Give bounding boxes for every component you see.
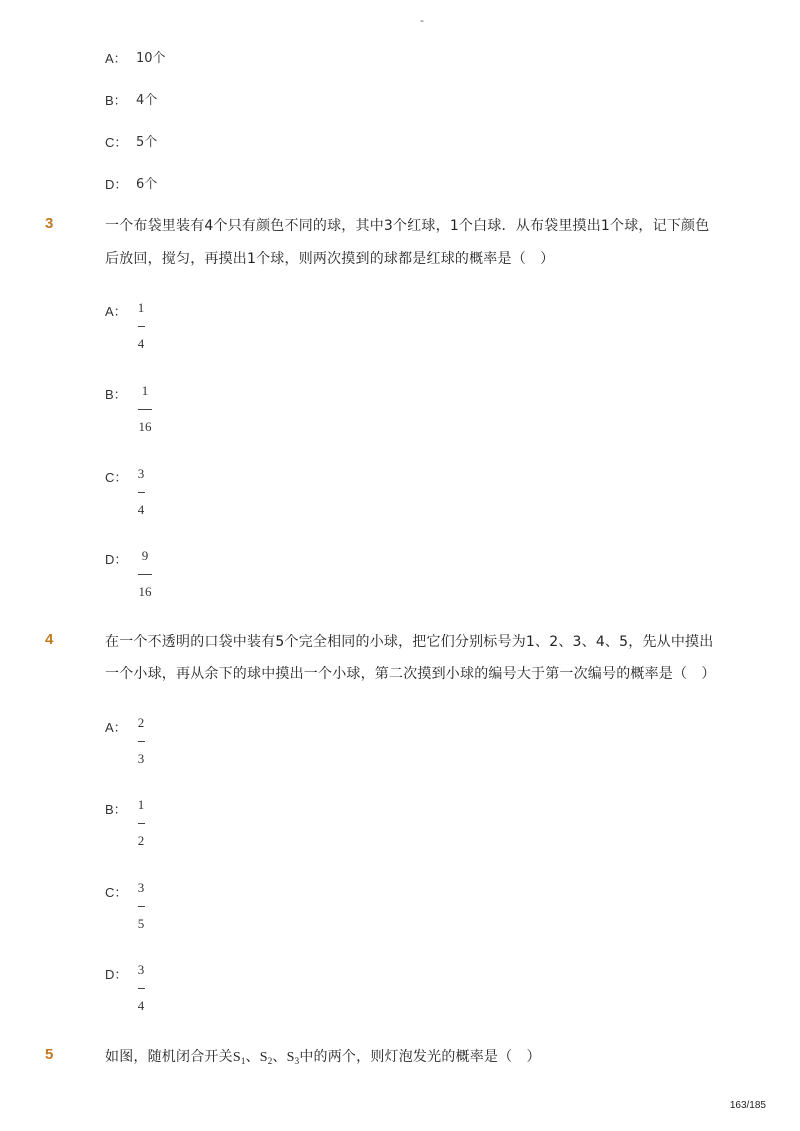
header-mark: -: [420, 14, 424, 27]
option-c-fraction: [131, 467, 151, 517]
fraction-bar: [138, 741, 145, 742]
fraction-denominator: 2: [137, 833, 145, 848]
switch-s2: $S_2$: [259, 1050, 273, 1066]
question-text-line-1: 如图，随机闭合开关$S_1$、$S_2$、$S_3$中的两个，则灯泡发光的概率是（ ）: [105, 1049, 541, 1066]
option-b-label: B：: [105, 802, 127, 817]
option-d-label: D：: [105, 552, 128, 567]
question-text-line-2: 后放回，搅匀，再摸出1个球，则两次摸到的球都是红球的概率是（ ）: [105, 251, 555, 267]
option-d-fraction: [131, 963, 151, 1013]
fraction-denominator: 3: [137, 751, 145, 766]
fraction-denominator: 4: [137, 336, 145, 351]
option-a-label: A：: [105, 51, 127, 66]
question-number: 5: [45, 1046, 54, 1063]
option-c-label: C：: [105, 135, 128, 150]
option-b-text: 4个: [136, 93, 158, 108]
page-number: 163/185: [729, 1100, 766, 1111]
fraction-bar: [138, 988, 145, 989]
fraction-denominator: 16: [138, 584, 152, 599]
fraction-denominator: 5: [137, 916, 145, 931]
fraction-bar: [138, 326, 145, 327]
fraction-numerator: 3: [137, 880, 145, 895]
option-b-fraction: [135, 384, 155, 434]
option-d-label: D：: [105, 967, 128, 982]
fraction-bar: [138, 574, 152, 575]
option-c-fraction: [131, 881, 151, 931]
fraction-denominator: 4: [137, 502, 145, 517]
fraction-bar: [138, 492, 145, 493]
option-d-fraction: [135, 549, 155, 599]
option-a-fraction: [131, 716, 151, 766]
fraction-numerator: 9: [141, 548, 149, 563]
switch-s1: $S_1$: [232, 1050, 246, 1066]
fraction-numerator: 3: [137, 466, 145, 481]
option-a-text: 10个: [136, 51, 166, 66]
fraction-denominator: 16: [138, 419, 152, 434]
switch-s3: $S_3$: [286, 1050, 300, 1066]
fraction-denominator: 4: [137, 998, 145, 1013]
fraction-numerator: 3: [137, 962, 145, 977]
question-text-line-1: 在一个不透明的口袋中装有5个完全相同的小球，把它们分别标号为1、2、3、4、5，先从中摸出: [105, 634, 714, 650]
fraction-numerator: 1: [137, 300, 145, 315]
fraction-numerator: 2: [137, 715, 145, 730]
option-c-label: C：: [105, 885, 128, 900]
fraction-bar: [138, 409, 152, 410]
question-text-end: 中的两个，则灯泡发光的概率是（ ）: [299, 1049, 541, 1065]
question-text-line-1: 一个布袋里装有4个只有颜色不同的球，其中3个红球，1个白球．从布袋里摸出1个球，记下颜色: [105, 218, 710, 234]
question-number: 3: [45, 215, 54, 232]
option-d-label: D：: [105, 177, 128, 192]
option-a-fraction: [131, 301, 151, 351]
option-d-text: 6个: [136, 177, 158, 192]
fraction-bar: [138, 906, 145, 907]
option-c-label: C：: [105, 470, 128, 485]
option-a-label: A：: [105, 720, 127, 735]
question-number: 4: [45, 631, 54, 648]
option-b-label: B：: [105, 93, 127, 108]
fraction-numerator: 1: [141, 383, 149, 398]
option-a-label: A：: [105, 304, 127, 319]
option-c-text: 5个: [136, 135, 158, 150]
option-b-fraction: [131, 798, 151, 848]
fraction-bar: [138, 823, 145, 824]
question-text-line-2: 一个小球，再从余下的球中摸出一个小球，第二次摸到小球的编号大于第一次编号的概率是（ ）: [105, 666, 716, 682]
question-text-start: 如图，随机闭合开关: [105, 1049, 233, 1065]
fraction-numerator: 1: [137, 797, 145, 812]
option-b-label: B：: [105, 387, 127, 402]
